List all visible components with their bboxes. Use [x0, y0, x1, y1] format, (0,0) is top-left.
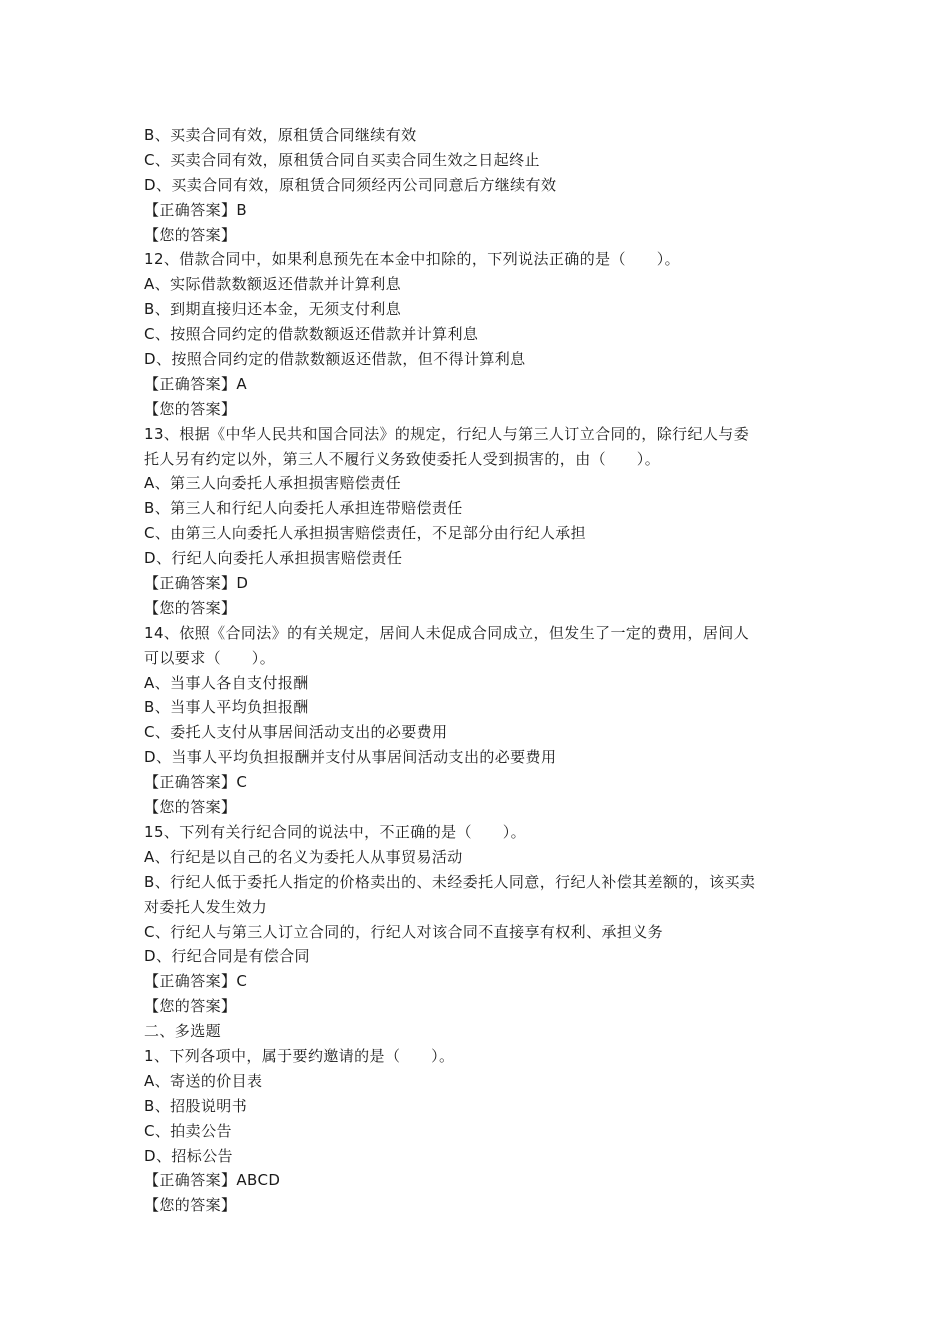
option-c: C、由第三人向委托人承担损害赔偿责任，不足部分由行纪人承担 [144, 524, 587, 543]
option-b: B、当事人平均负担报酬 [144, 698, 309, 717]
question-14-line-2: 可以要求（ ）。 [144, 648, 276, 667]
question-13-line-1: 13、根据《中华人民共和国合同法》的规定，行纪人与第三人订立合同的，除行纪人与委 [144, 424, 750, 443]
question-15: 15、下列有关行纪合同的说法中，不正确的是（ ）。 [144, 822, 526, 841]
option-c: C、委托人支付从事居间活动支出的必要费用 [144, 723, 448, 742]
question-13-line-2: 托人另有约定以外，第三人不履行义务致使委托人受到损害的，由（ ）。 [144, 449, 661, 468]
question-12: 12、借款合同中，如果利息预先在本金中扣除的，下列说法正确的是（ ）。 [144, 250, 680, 269]
option-c: C、拍卖公告 [144, 1121, 232, 1140]
correct-answer: 【正确答案】C [144, 773, 248, 792]
option-d: D、买卖合同有效，原租赁合同须经丙公司同意后方继续有效 [144, 175, 557, 194]
option-c: C、按照合同约定的借款数额返还借款并计算利息 [144, 325, 479, 344]
your-answer: 【您的答案】 [144, 598, 237, 617]
option-b: B、买卖合同有效，原租赁合同继续有效 [144, 126, 417, 144]
option-c: C、行纪人与第三人订立合同的，行纪人对该合同不直接享有权利、承担义务 [144, 922, 664, 941]
correct-answer: 【正确答案】B [144, 200, 248, 219]
option-b-line-2: 对委托人发生效力 [144, 897, 268, 916]
your-answer: 【您的答案】 [144, 997, 237, 1016]
option-b: B、到期直接归还本金，无须支付利息 [144, 300, 402, 319]
option-d: D、按照合同约定的借款数额返还借款，但不得计算利息 [144, 350, 526, 369]
option-d: D、招标公告 [144, 1146, 233, 1165]
your-answer: 【您的答案】 [144, 225, 237, 244]
document-page [144, 123, 814, 1218]
your-answer: 【您的答案】 [144, 1196, 237, 1215]
option-a: A、当事人各自支付报酬 [144, 673, 309, 692]
option-a: A、寄送的价目表 [144, 1071, 263, 1090]
option-d: D、行纪人向委托人承担损害赔偿责任 [144, 549, 403, 568]
section-heading-multiple-choice: 二、多选题 [144, 1022, 222, 1041]
option-a: A、行纪是以自己的名义为委托人从事贸易活动 [144, 847, 463, 866]
option-c: C、买卖合同有效，原租赁合同自买卖合同生效之日起终止 [144, 150, 540, 169]
option-a: A、实际借款数额返还借款并计算利息 [144, 275, 402, 294]
correct-answer: 【正确答案】C [144, 972, 248, 991]
question-14-line-1: 14、依照《合同法》的有关规定，居间人未促成合同成立，但发生了一定的费用，居间人 [144, 623, 750, 642]
option-a: A、第三人向委托人承担损害赔偿责任 [144, 474, 402, 493]
option-b: B、第三人和行纪人向委托人承担连带赔偿责任 [144, 499, 463, 518]
option-d: D、当事人平均负担报酬并支付从事居间活动支出的必要费用 [144, 748, 557, 767]
question-1: 1、下列各项中，属于要约邀请的是（ ）。 [144, 1046, 455, 1065]
correct-answer: 【正确答案】ABCD [144, 1171, 281, 1190]
correct-answer: 【正确答案】A [144, 374, 248, 393]
your-answer: 【您的答案】 [144, 798, 237, 817]
option-b: B、招股说明书 [144, 1096, 248, 1115]
option-d: D、行纪合同是有偿合同 [144, 947, 310, 966]
your-answer: 【您的答案】 [144, 399, 237, 418]
option-b-line-1: B、行纪人低于委托人指定的价格卖出的、未经委托人同意，行纪人补偿其差额的，该买卖 [144, 872, 756, 891]
correct-answer: 【正确答案】D [144, 574, 249, 593]
